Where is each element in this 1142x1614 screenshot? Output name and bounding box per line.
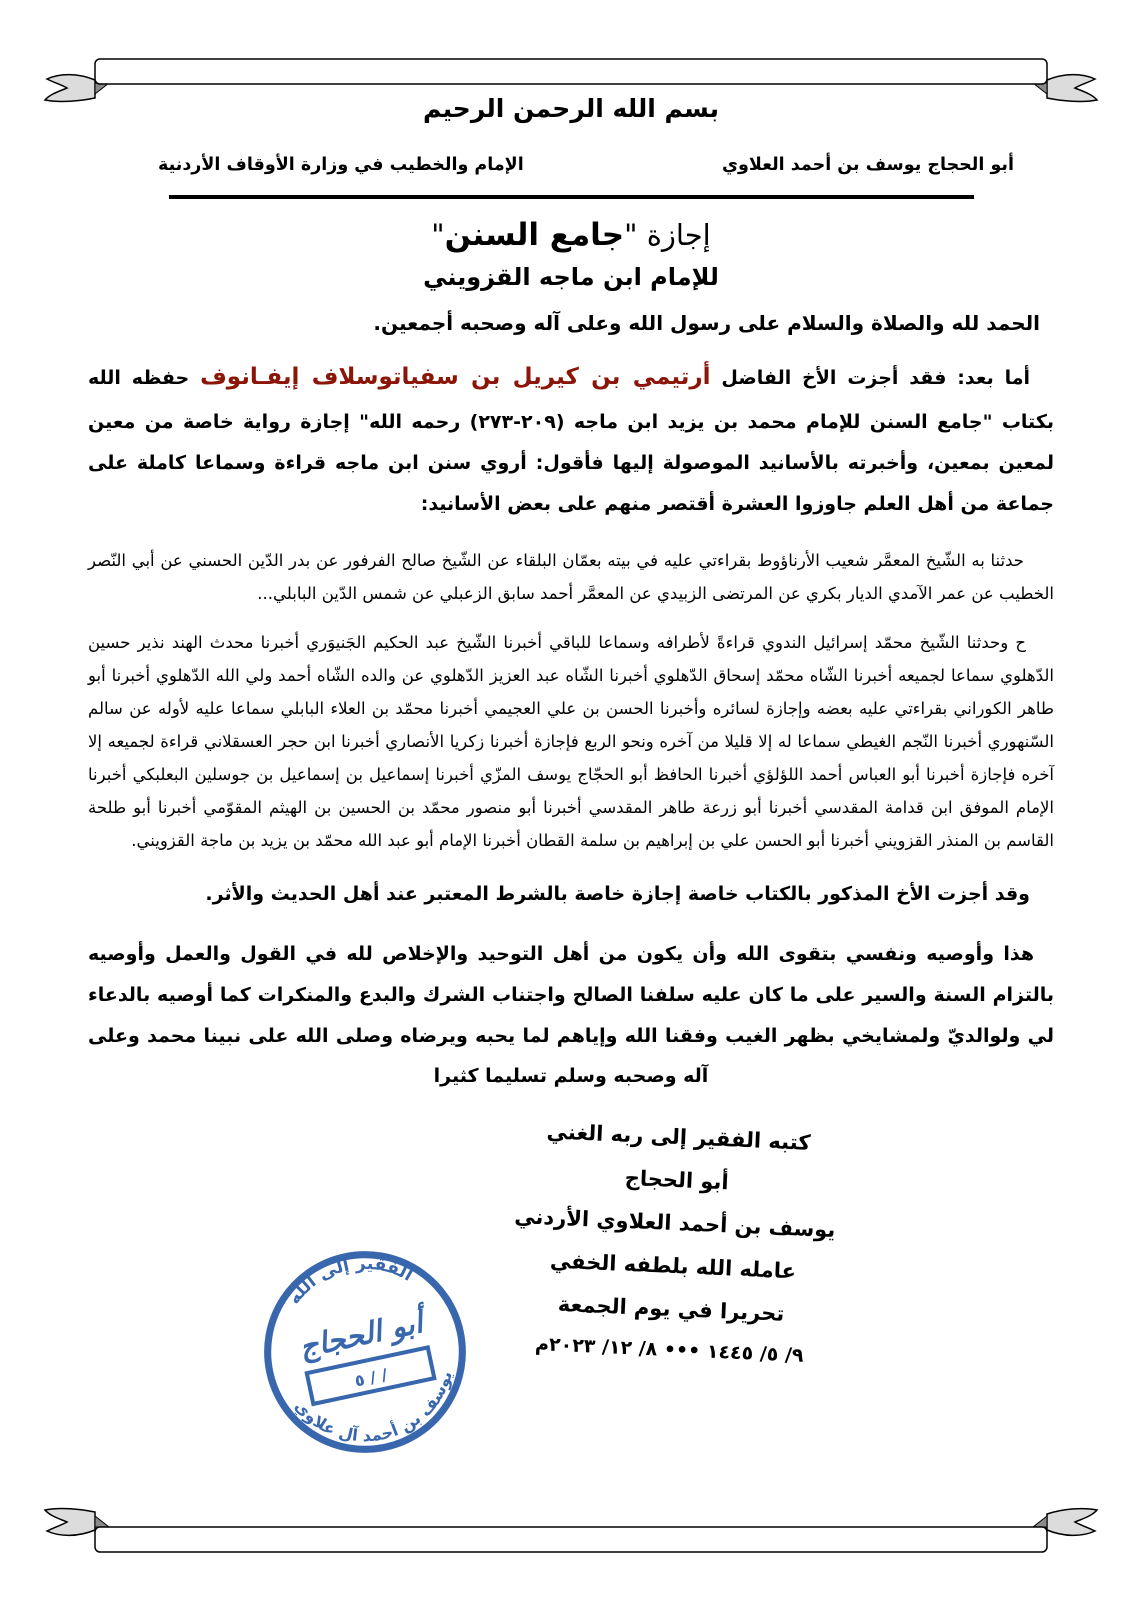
grant-statement: وقد أجزت الأخ المذكور بالكتاب خاصة إجازة خاصة بالشرط المعتبر عند أهل الحديث والأثر. xyxy=(205,882,1030,905)
page-title xyxy=(88,217,1054,253)
personal-seal-stamp xyxy=(236,1223,495,1482)
page-subtitle: للإمام ابن ماجه القزويني xyxy=(423,263,719,291)
opening-text-after: حفظه الله بكتاب "جامع السنن للإمام محمد بن يزيد ابن ماجه (٢٠٩-٢٧٣) رحمه الله" إجازة رواية خاصة من معين لمعين بمعين، وأخبرته بالأسانيد الموصولة إليها فأقول: أروي سنن ابن ماجه قراءة وسماعا كاملة على جماعة من أهل العلم جاوزوا العشرة أقتصر منهم على بعض الأسانيد: xyxy=(88,367,1055,516)
seal-center-signature: أبو الحجاج xyxy=(296,1305,426,1365)
signature-full-name: يوسف بن أحمد العلاوي الأردني xyxy=(513,1204,836,1243)
opening-paragraph xyxy=(88,353,1054,525)
signature-block xyxy=(439,1106,910,1380)
ribbon-band xyxy=(95,1527,1047,1552)
praise-line: الحمد لله والصلاة والسلام على رسول الله وعلى آله وصحبه أجمعين. xyxy=(373,311,1040,335)
isnad-paragraph-2: ح وحدثنا الشّيخ محمّد إسرائيل الندوي قراءةً لأطرافه وسماعا للباقي أخبرنا الشّيخ عبد الحكيم الجَنيوَري أخبرنا محدث الهند نذير حسين الدّهلوي سماعا لجميعه أخبرنا الشّاه محمّد إسحاق الدّهلوي أخبرنا الشّاه عبد العزيز الدّهلوي عن والده الشّاه أحمد ولي الله الدّهلوي أخبرنا أبو طاهر الكوراني بقراءتي عليه بعضه وإجازة لسائره وأخبرنا الحسن بن علي العجيمي أخبرنا محمّد بن العلاء البابلي سماعا عليه لأوله عن سالم السّنهوري أخبرنا النّجم الغيطي سماعا له إلا قليلا من آخره ونحو الربع فإجازة أخبرنا زكريا الأنصاري أخبرنا ابن حجر العسقلاني قراءة لجميعه إلا آخره فإجازة أخبرنا أبو العباس أحمد اللؤلؤي أخبرنا الحافظ أبو الحجّاج يوسف المزّي أخبرنا إسماعيل بن إسماعيل بن جوسلين البعلبكي أخبرنا الإمام الموفق ابن قدامة المقدسي أخبرنا أبو زرعة طاهر المقدسي أخبرنا أبو منصور محمّد بن الحسين بن الهيثم المقوّمي أخبرنا أبو طلحة القاسم بن المنذر القزويني أخبرنا أبو الحسن علي بن إبراهيم بن سلمة القطان أخبرنا الإمام أبو عبد الله محمّد بن يزيد بن ماجة القزويني. xyxy=(88,633,1054,851)
header-divider-line xyxy=(169,195,974,199)
signature-day-line: تحريرا في يوم الجمعة xyxy=(557,1292,785,1327)
opening-text-before: أما بعد: فقد أجزت الأخ الفاضل xyxy=(710,367,1030,389)
seal-arc-bottom-text: يوسف بن أحمد آل علاوي xyxy=(290,1368,456,1446)
signature-kunya: أبو الحجاج xyxy=(624,1166,730,1195)
seal-date-slots: ٥ / / xyxy=(352,1365,390,1391)
advice-paragraph: هذا وأوصيه ونفسي بتقوى الله وأن يكون من أهل التوحيد والإخلاص لله في القول والعمل وأوصيه بالتزام السنة والسير على ما كان عليه سلفنا الصالح واجتناب الشرك والبدع والمنكرات كما أوصيه بالدعاء لي ولوالديّ ولمشايخي بظهر الغيب وفقنا الله وإياهم لما يحبه ويرضاه وصلى الله على نبينا محمد وعلى آله وصحبه وسلم تسليما كثيرا xyxy=(88,942,1054,1088)
recipient-name-highlight: أرتيمي بن كيريل بن سفياتوسلاف إيفـانوف xyxy=(200,364,711,390)
title-prefix: إجازة " xyxy=(624,218,711,252)
ribbon-tail-right xyxy=(1047,1509,1097,1536)
signature-line-1: كتبه الفقير إلى ربه الغني xyxy=(546,1119,812,1156)
ribbon-banner-bottom xyxy=(0,1490,1142,1560)
title-book-name: جامع السنن xyxy=(444,217,625,253)
signature-dua-line: عامله الله بلطفه الخفي xyxy=(549,1248,797,1284)
author-name: أبو الحجاج يوسف بن أحمد العلاوي xyxy=(722,155,1014,175)
seal-arc-top-text: الفقير إلى الله xyxy=(284,1253,417,1309)
author-title: الإمام والخطيب في وزارة الأوقاف الأردنية xyxy=(158,155,524,175)
signature-date: ٩/ ٥/ ١٤٤٥ ••• ٨/ ١٢/ ٢٠٢٣م xyxy=(534,1333,805,1368)
ribbon-fold-right xyxy=(1033,1516,1047,1527)
isnad-paragraph-1: حدثنا به الشّيخ المعمَّر شعيب الأرناؤوط بقراءتي عليه في بيته بعمّان البلقاء عن الشّيخ صالح الفرفور عن بدر الدّين الحسني عن أبي النّصر الخطيب عن عمر الآمدي الديار بكري عن المرتضى الزبيدي عن المعمَّر أحمد سابق الزعبلي عن شمس الدّين البابلي... xyxy=(88,550,1054,603)
bismillah-line: بسم الله الرحمن الرحيم xyxy=(423,94,719,123)
title-suffix: " xyxy=(431,218,445,252)
letterhead-row xyxy=(88,155,1054,175)
ribbon-fold-left xyxy=(95,1516,109,1527)
ribbon-tail-left xyxy=(45,1509,95,1536)
